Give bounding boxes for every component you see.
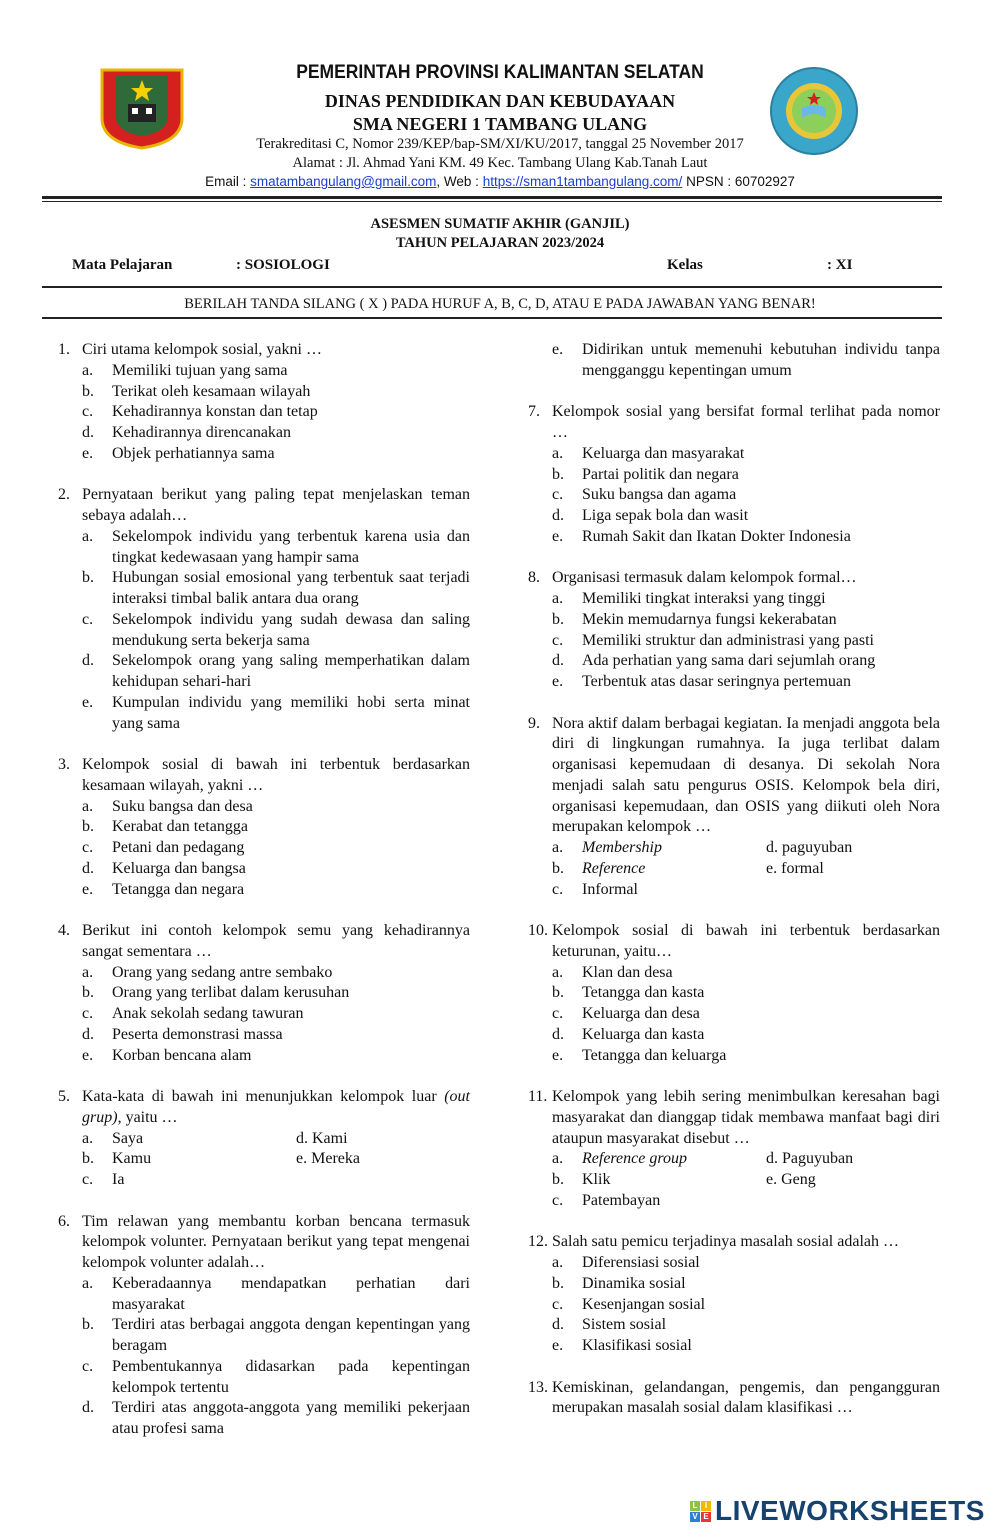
option-letter: c.	[552, 1191, 564, 1209]
question-number: 11.	[528, 1088, 548, 1105]
option-text: formal	[781, 859, 824, 877]
option-letter: d.	[552, 507, 564, 524]
option-text: Peserta demonstrasi massa	[112, 1025, 283, 1043]
option-text: Keluarga dan kasta	[582, 1025, 705, 1043]
badge-letter: E	[701, 1512, 711, 1522]
question	[58, 755, 470, 900]
option-letter: c.	[552, 1005, 564, 1022]
option-text: Membership	[582, 839, 662, 856]
option-letter: d.	[766, 839, 778, 856]
answer-option[interactable]	[528, 465, 940, 486]
header-department: DINAS PENDIDIKAN DAN KEBUDAYAAN	[324, 91, 676, 111]
question-stem: Ciri utama kelompok sosial, yakni …	[82, 341, 322, 358]
header-address: Alamat : Jl. Ahmad Yani KM. 49 Kec. Tambang Ulang Kab.Tanah Laut	[292, 155, 708, 171]
option-letter: c.	[82, 610, 94, 628]
option-letter: e.	[552, 1337, 564, 1354]
email-link[interactable]: smatambangulang@gmail.com	[250, 174, 437, 189]
option-letter: d.	[82, 1025, 94, 1043]
option-letter: a.	[552, 590, 564, 607]
question-number: 3.	[58, 756, 70, 773]
answer-option[interactable]	[552, 880, 766, 901]
option-text: Keluarga dan bangsa	[112, 859, 246, 877]
question-stem: Kelompok sosial di bawah ini terbentuk berdasarkan keturunan, yaitu…	[552, 922, 940, 960]
option-text: Sekelompok orang yang saling memperhatikan dalam kehidupan sehari-hari	[112, 652, 470, 690]
answer-option[interactable]	[552, 1170, 766, 1191]
option-text: Orang yang terlibat dalam kerusuhan	[112, 984, 350, 1002]
header-government: PEMERINTAH PROVINSI KALIMANTAN SELATAN	[296, 62, 704, 83]
option-letter: b.	[82, 1150, 94, 1168]
option-text: Kami	[312, 1129, 348, 1147]
liveworksheets-watermark	[690, 1495, 985, 1527]
option-letter: b.	[552, 610, 564, 628]
question-text	[528, 402, 940, 444]
option-text: Patembayan	[582, 1191, 661, 1209]
answer-option[interactable]	[296, 1129, 470, 1150]
answer-options	[58, 1129, 470, 1191]
class-label: Kelas	[667, 257, 703, 273]
question-stem: Berikut ini contoh kelompok semu yang kehadirannya sangat sementara …	[82, 922, 470, 960]
answer-option[interactable]	[58, 1004, 470, 1025]
question-stem-end: , yaitu …	[117, 1108, 178, 1126]
header-school: SMA NEGERI 1 TAMBANG ULANG	[352, 114, 648, 134]
question-text	[58, 921, 470, 963]
option-text: Paguyuban	[782, 1150, 854, 1168]
option-letter: a.	[552, 839, 564, 856]
question	[528, 568, 940, 693]
answer-option[interactable]	[58, 423, 470, 444]
badge-letter: L	[690, 1501, 700, 1511]
brand-name: LIVEWORKSHEETS	[715, 1495, 985, 1526]
subject-label: Mata Pelajaran	[72, 257, 173, 273]
option-letter: a.	[82, 797, 94, 815]
answer-option[interactable]	[552, 859, 766, 880]
question	[528, 402, 940, 547]
answer-option[interactable]	[58, 1398, 470, 1440]
question-stem: Kelompok sosial di bawah ini terbentuk berdasarkan kesamaan wilayah, yakni …	[82, 756, 470, 794]
option-text: Memiliki tujuan yang sama	[112, 361, 288, 379]
option-text: Orang yang sedang antre sembako	[112, 963, 333, 981]
question-text	[58, 755, 470, 797]
option-letter: a.	[82, 1274, 94, 1292]
option-text: Keberadaannya mendapatkan perhatian dari masyarakat	[112, 1274, 470, 1313]
option-text: paguyuban	[782, 839, 853, 856]
option-letter: e.	[82, 1046, 94, 1064]
question-text	[528, 921, 940, 963]
answer-option[interactable]	[58, 402, 470, 423]
question-stem: Organisasi termasuk dalam kelompok formal…	[552, 569, 857, 587]
question-number: 12.	[528, 1233, 548, 1251]
instruction: BERILAH TANDA SILANG ( X ) PADA HURUF A, B, C, D, ATAU E PADA JAWABAN YANG BENAR!	[184, 296, 816, 312]
option-text: Objek perhatiannya sama	[112, 444, 275, 462]
option-text: Memiliki tingkat interaksi yang tinggi	[582, 590, 826, 607]
option-text: Kerabat dan tetangga	[112, 818, 248, 836]
question-number: 10.	[528, 922, 548, 939]
option-letter: b.	[552, 859, 564, 877]
npsn: NPSN : 60702927	[682, 174, 795, 189]
question-text	[58, 1087, 470, 1129]
option-letter: e.	[82, 693, 94, 711]
answer-option[interactable]	[766, 859, 940, 880]
question-stem: Salah satu pemicu terjadinya masalah sosial adalah …	[552, 1233, 899, 1251]
option-letter: b.	[82, 818, 94, 836]
option-letter: c.	[82, 1171, 94, 1188]
answer-option[interactable]	[528, 1046, 940, 1067]
option-letter: d.	[82, 424, 94, 441]
email-label: Email :	[205, 174, 251, 189]
answer-option[interactable]	[528, 1295, 940, 1316]
option-letter: c.	[82, 839, 94, 856]
option-letter: e.	[82, 444, 94, 462]
answer-option[interactable]	[528, 983, 940, 1004]
answer-option[interactable]	[528, 651, 940, 672]
option-text: Geng	[781, 1171, 816, 1188]
question-stem: Kata-kata di bawah ini menunjukkan kelompok luar	[82, 1088, 445, 1105]
question-text	[528, 714, 940, 839]
option-text: Dinamika sosial	[582, 1274, 686, 1292]
question-stem: Pernyataan berikut yang paling tepat menjelaskan teman sebaya adalah…	[82, 486, 470, 524]
question	[528, 1087, 940, 1212]
answer-option[interactable]	[528, 963, 940, 984]
answer-option[interactable]	[58, 568, 470, 610]
option-letter: d.	[82, 652, 94, 670]
answer-option[interactable]	[296, 1149, 470, 1170]
answer-option[interactable]	[58, 693, 470, 735]
option-letter: e.	[552, 527, 564, 545]
answer-option[interactable]	[58, 1025, 470, 1046]
option-letter: d.	[82, 1399, 94, 1417]
option-letter: d.	[552, 652, 564, 670]
answer-option[interactable]	[552, 1191, 766, 1212]
option-letter: c.	[552, 880, 564, 898]
subject-value: : SOSIOLOGI	[236, 257, 330, 273]
option-text: Kehadirannya direncanakan	[112, 424, 292, 441]
option-text: Keluarga dan desa	[582, 1005, 700, 1022]
header-divider-thin	[42, 201, 942, 202]
right-column	[528, 340, 940, 1440]
answer-option[interactable]	[528, 444, 940, 465]
answer-option[interactable]	[528, 485, 940, 506]
option-letter: a.	[552, 1254, 564, 1271]
answer-option[interactable]	[58, 444, 470, 465]
answer-option[interactable]	[528, 1025, 940, 1046]
option-text: Suku bangsa dan desa	[112, 797, 253, 815]
option-letter: e.	[552, 1046, 564, 1064]
answer-option[interactable]	[58, 361, 470, 382]
question	[528, 340, 940, 382]
question	[528, 921, 940, 1066]
answer-option[interactable]	[82, 1170, 296, 1191]
question-number: 9.	[528, 714, 540, 732]
option-letter: d.	[766, 1150, 778, 1168]
web-link[interactable]: https://sman1tambangulang.com/	[482, 174, 683, 189]
question-stem-italic: (out grup)	[82, 1088, 470, 1126]
option-text: Terdiri atas anggota-anggota yang memiliki pekerjaan atau profesi sama	[112, 1399, 470, 1437]
option-text: Didirikan untuk memenuhi kebutuhan individu tanpa mengganggu kepentingan umum	[582, 341, 940, 379]
option-text: Mereka	[311, 1150, 360, 1168]
answer-option[interactable]	[58, 859, 470, 880]
header-accreditation: Terakreditasi C, Nomor 239/KEP/bap-SM/XI/KU/2017, tanggal 25 November 2017	[256, 136, 744, 152]
answer-option[interactable]	[58, 651, 470, 693]
option-text: Reference group	[582, 1150, 687, 1168]
option-letter: b.	[82, 382, 94, 400]
question-stem: Nora aktif dalam berbagai kegiatan. Ia menjadi anggota bela diri di lingkungan rumahnya. Ia juga terlibat dalam organisasi kepemudaan di desanya. Di sekolah Nora menjadi salah satu pengurus OSIS. Kelompok bela diri, organisasi kepemudaan, dan OSIS yang diikuti oleh Nora merupakan kelompok …	[552, 714, 940, 836]
option-letter: d.	[296, 1129, 308, 1147]
answer-option[interactable]	[82, 1129, 296, 1150]
header-contact	[0, 174, 1000, 189]
answer-option[interactable]	[58, 880, 470, 901]
question-stem: Kelompok yang lebih sering menimbulkan keresahan bagi masyarakat dan dianggap tidak membawa manfaat bagi diri ataupun masyarakat disebut …	[552, 1088, 940, 1147]
option-text: Klan dan desa	[582, 963, 673, 981]
option-text: Ada perhatian yang sama dari sejumlah orang	[582, 652, 876, 670]
option-letter: a.	[552, 963, 564, 981]
option-letter: e.	[766, 1171, 778, 1188]
option-letter: c.	[82, 403, 94, 421]
question-number: 13.	[528, 1378, 548, 1396]
answer-option[interactable]	[528, 631, 940, 652]
option-text: Tetangga dan kasta	[582, 984, 705, 1002]
option-text: Kamu	[112, 1150, 152, 1168]
option-text: Sekelompok individu yang terbentuk karena usia dan tingkat kedewasaan yang hampir sama	[112, 527, 470, 566]
answer-option[interactable]	[528, 527, 940, 548]
option-letter: d.	[82, 859, 94, 877]
question-text	[528, 1087, 940, 1149]
option-text: Reference	[582, 859, 646, 877]
option-text: Terbentuk atas dasar seringnya pertemuan	[582, 673, 851, 690]
answer-option[interactable]	[58, 1274, 470, 1316]
option-letter: b.	[552, 1274, 564, 1292]
option-text: Terikat oleh kesamaan wilayah	[112, 382, 311, 400]
answer-option[interactable]	[528, 610, 940, 631]
option-letter: e.	[296, 1150, 308, 1168]
option-text: Memiliki struktur dan administrasi yang pasti	[582, 631, 874, 649]
left-column	[58, 340, 470, 1461]
option-letter: e.	[552, 341, 564, 358]
exam-title: ASESMEN SUMATIF AKHIR (GANJIL)	[370, 216, 630, 232]
answer-option[interactable]	[528, 1004, 940, 1025]
answer-option[interactable]	[528, 672, 940, 693]
question-number: 8.	[528, 569, 540, 587]
option-letter: a.	[82, 361, 94, 379]
question-number: 7.	[528, 403, 540, 421]
question	[58, 485, 470, 734]
answer-option[interactable]	[528, 340, 940, 382]
answer-option[interactable]	[552, 838, 766, 859]
question-stem: Kelompok sosial yang bersifat formal terlihat pada nomor …	[552, 403, 940, 441]
option-text: Rumah Sakit dan Ikatan Dokter Indonesia	[582, 527, 851, 545]
option-letter: d.	[552, 1025, 564, 1043]
option-letter: e.	[552, 673, 564, 690]
instruction-bottom-rule	[42, 317, 942, 319]
question-number: 4.	[58, 922, 70, 939]
answer-option[interactable]	[528, 1336, 940, 1357]
option-letter: d.	[552, 1316, 564, 1334]
option-text: Informal	[582, 880, 638, 898]
option-text: Tetangga dan negara	[112, 880, 245, 898]
instruction-top-rule	[42, 286, 942, 288]
question-text	[58, 340, 470, 361]
web-label: , Web :	[436, 174, 483, 189]
question-text	[58, 1212, 470, 1274]
option-letter: c.	[82, 1005, 94, 1022]
question	[528, 1378, 940, 1420]
answer-option[interactable]	[58, 1315, 470, 1357]
answer-option[interactable]	[766, 1170, 940, 1191]
option-letter: a.	[82, 1129, 94, 1147]
option-text: Klik	[582, 1171, 611, 1188]
answer-option[interactable]	[58, 797, 470, 818]
option-text: Kumpulan individu yang memiliki hobi serta minat yang sama	[112, 693, 470, 732]
option-text: Liga sepak bola dan wasit	[582, 507, 749, 524]
option-text: Diferensiasi sosial	[582, 1254, 700, 1271]
option-text: Korban bencana alam	[112, 1046, 252, 1064]
answer-option[interactable]	[552, 1149, 766, 1170]
option-text: Partai politik dan negara	[582, 465, 739, 483]
answer-option[interactable]	[58, 817, 470, 838]
question	[528, 1232, 940, 1357]
option-letter: b.	[82, 984, 94, 1002]
answer-option[interactable]	[528, 1315, 940, 1336]
option-letter: c.	[552, 486, 564, 504]
question-number: 1.	[58, 341, 70, 358]
option-text: Anak sekolah sedang tawuran	[112, 1005, 304, 1022]
option-text: Mekin memudarnya fungsi kekerabatan	[582, 610, 837, 628]
question-text	[58, 485, 470, 527]
option-letter: a.	[552, 444, 564, 462]
option-text: Kesenjangan sosial	[582, 1295, 706, 1313]
badge-letter: V	[690, 1512, 700, 1522]
answer-option[interactable]	[58, 1357, 470, 1399]
question-stem: Tim relawan yang membantu korban bencana termasuk kelompok volunter. Pernyataan berikut yang tepat mengenai kelompok volunter adalah…	[82, 1212, 470, 1271]
option-text: Terdiri atas berbagai anggota dengan kepentingan yang beragam	[112, 1316, 470, 1354]
option-text: Saya	[112, 1129, 144, 1147]
answer-option[interactable]	[58, 382, 470, 403]
option-letter: b.	[82, 1316, 94, 1334]
question-stem: Kemiskinan, gelandangan, pengemis, dan pengangguran merupakan masalah sosial dalam klasifikasi …	[552, 1378, 940, 1417]
question	[58, 340, 470, 465]
option-letter: c.	[82, 1357, 94, 1375]
answer-option[interactable]	[528, 1253, 940, 1274]
option-letter: b.	[552, 984, 564, 1002]
option-letter: e.	[82, 880, 94, 898]
answer-option[interactable]	[82, 1149, 296, 1170]
answer-option[interactable]	[58, 838, 470, 859]
answer-option[interactable]	[58, 610, 470, 652]
answer-option[interactable]	[58, 983, 470, 1004]
live-badge-icon	[690, 1501, 711, 1522]
answer-options	[528, 1149, 940, 1211]
question-text	[528, 568, 940, 589]
option-text: Keluarga dan masyarakat	[582, 444, 745, 462]
answer-options	[528, 838, 940, 900]
answer-option[interactable]	[58, 1046, 470, 1067]
option-letter: c.	[552, 1295, 564, 1313]
answer-option[interactable]	[58, 963, 470, 984]
option-text: Pembentukannya didasarkan pada kepentingan kelompok tertentu	[112, 1357, 470, 1396]
option-letter: b.	[552, 1171, 564, 1188]
option-text: Kehadirannya konstan dan tetap	[112, 403, 318, 421]
option-text: Klasifikasi sosial	[582, 1337, 692, 1354]
answer-option[interactable]	[528, 1274, 940, 1295]
answer-option[interactable]	[766, 1149, 940, 1170]
option-letter: e.	[766, 859, 778, 877]
option-text: Sistem sosial	[582, 1316, 667, 1334]
option-text: Suku bangsa dan agama	[582, 486, 737, 504]
option-text: Tetangga dan keluarga	[582, 1046, 727, 1064]
option-letter: b.	[552, 465, 564, 483]
answer-option[interactable]	[58, 527, 470, 569]
question	[58, 1212, 470, 1440]
option-text: Ia	[112, 1171, 125, 1188]
badge-letter: I	[701, 1501, 711, 1511]
option-letter: a.	[82, 963, 94, 981]
option-letter: a.	[82, 527, 94, 545]
exam-year: TAHUN PELAJARAN 2023/2024	[395, 235, 605, 251]
option-text: Petani dan pedagang	[112, 839, 245, 856]
answer-option[interactable]	[528, 506, 940, 527]
question-text	[528, 1378, 940, 1420]
answer-option[interactable]	[528, 589, 940, 610]
option-text: Sekelompok individu yang sudah dewasa dan saling mendukung serta bekerja sama	[112, 610, 470, 649]
question-text	[528, 1232, 940, 1253]
option-letter: c.	[552, 631, 564, 649]
question-number: 2.	[58, 486, 70, 504]
question	[528, 714, 940, 901]
question-number: 6.	[58, 1212, 70, 1230]
question-number: 5.	[58, 1088, 70, 1105]
option-text: Hubungan sosial emosional yang terbentuk saat terjadi interaksi timbal balik antara dua orang	[112, 569, 470, 607]
answer-option[interactable]	[766, 838, 940, 859]
option-letter: b.	[82, 569, 94, 587]
class-value: : XI	[827, 257, 853, 273]
header-divider	[42, 196, 942, 199]
option-letter: a.	[552, 1150, 564, 1168]
question	[58, 921, 470, 1066]
question	[58, 1087, 470, 1191]
